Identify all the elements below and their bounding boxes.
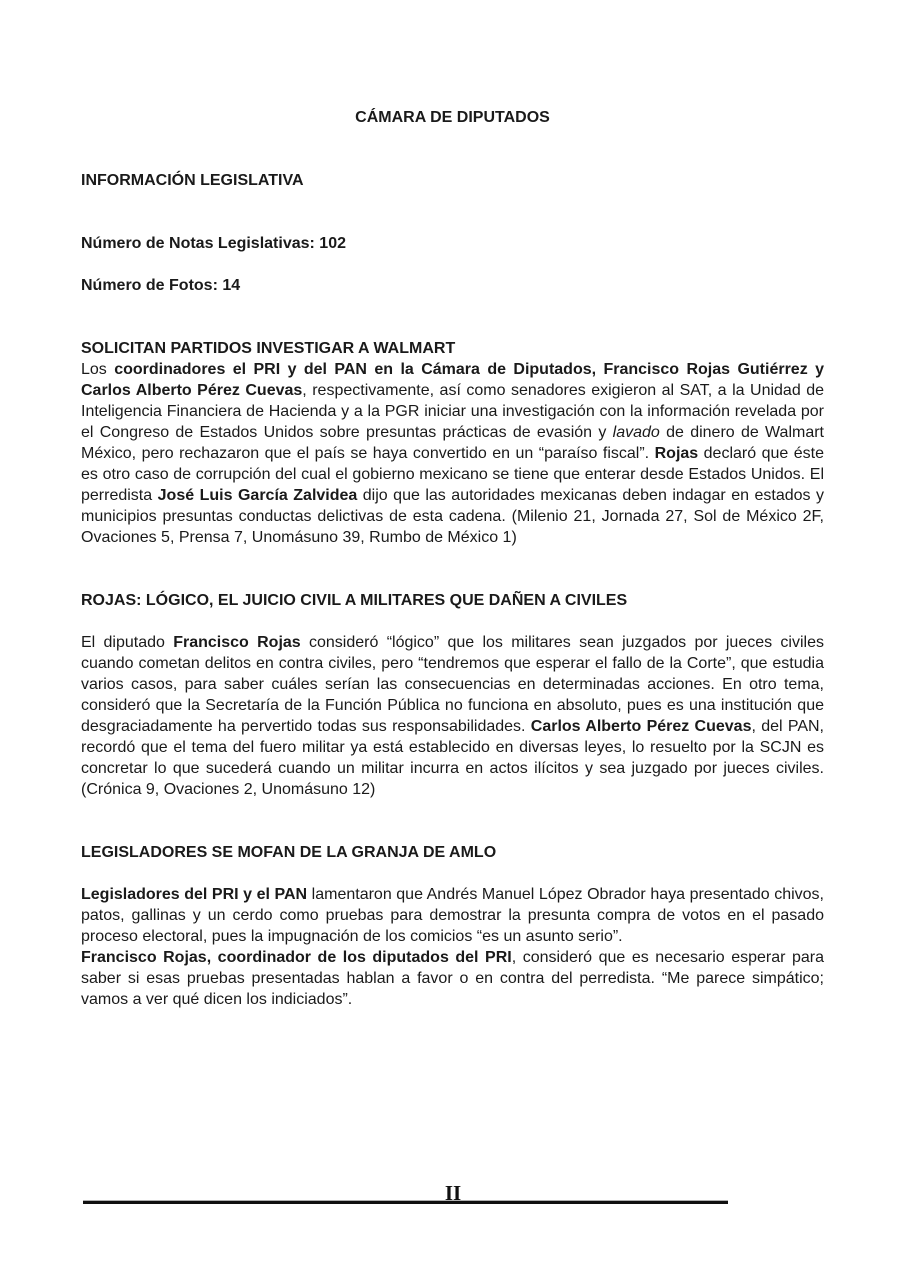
document-content	[81, 0, 824, 1010]
text-run: , respectivamente, así como senadores exigieron al SAT, a la Unidad de Inteligencia Financiera de Hacienda y a la PGR iniciar una investigación con la información revelada por el Congreso de Estados Unidos sobre presuntas prácticas de evasión y	[81, 382, 825, 441]
document-title: CÁMARA DE DIPUTADOS	[355, 109, 550, 126]
text-run: dijo que las autoridades mexicanas deben indagar en estados y municipios presuntas conductas delictivas de esta cadena. (Milenio 21, Jornada 27, Sol de México 2F, Ovaciones 5, Prensa 7, Unomásuno 39, Rumbo de México 1)	[81, 487, 824, 546]
bold-run: José Luis García Zalvidea	[157, 487, 358, 504]
document-subtitle: INFORMACIÓN LEGISLATIVA	[81, 172, 304, 189]
bold-run: Francisco Rojas, coordinador de los diputados del PRI	[81, 949, 512, 966]
article-3-paragraph-2	[81, 947, 824, 1010]
article-2-heading: ROJAS: LÓGICO, EL JUICIO CIVIL A MILITARES QUE DAÑEN A CIVILES	[81, 592, 628, 609]
text-run: , consideró que es necesario esperar para saber si esas pruebas presentadas hablan a favor o en contra del perredista. “Me parece simpático; vamos a ver qué dicen los indiciados”.	[81, 949, 825, 1008]
text-run: El diputado	[81, 634, 174, 651]
text-run: lamentaron que Andrés Manuel López Obrador haya presentado chivos, patos, gallinas y un cerdo como pruebas para demostrar la presunta compra de votos en el pasado proceso electoral, pues la impugnación de los comicios “es un asunto serio”.	[81, 886, 824, 945]
article-1-heading: SOLICITAN PARTIDOS INVESTIGAR A WALMART	[81, 340, 456, 357]
text-run: declaró que éste es otro caso de corrupción del cual el gobierno mexicano se tiene que enterar desde Estados Unidos. El perredista	[81, 445, 825, 504]
article-3-heading: LEGISLADORES SE MOFAN DE LA GRANJA DE AMLO	[81, 844, 497, 861]
article-3-paragraph-1	[81, 884, 824, 947]
bold-run: Francisco Rojas	[173, 634, 301, 651]
article-1-paragraph	[81, 359, 824, 548]
bold-run: Legisladores del PRI y el PAN	[81, 886, 308, 903]
bold-run: Carlos Alberto Pérez Cuevas	[530, 718, 752, 735]
article-2-paragraph	[81, 632, 824, 800]
text-run: Los	[81, 361, 115, 378]
italic-run: lavado	[612, 424, 660, 441]
fotos-count: Número de Fotos: 14	[81, 277, 241, 294]
text-run: , del PAN, recordó que el tema del fuero militar ya está establecido en diversas leyes, lo resuelto por la SCJN es concretar lo que sucederá cuando un militar incurra en actos ilícitos y sea juzgado por jueces civiles. (Crónica 9, Ovaciones 2, Unomásuno 12)	[81, 718, 824, 798]
bold-run: Rojas	[654, 445, 699, 462]
text-run: consideró “lógico” que los militares sean juzgados por jueces civiles cuando cometan delitos en contra civiles, pero “tendremos que esperar el fallo de la Corte”, que estudia varios casos, para saber cuáles serían las consecuencias en determinadas acciones. En otro tema, consideró que la Secretaría de la Función Pública no funciona en absoluto, pues es una institución que desgraciadamente ha pervertido todas sus responsabilidades.	[81, 634, 824, 735]
bold-run: coordinadores el PRI y del PAN en la Cámara de Diputados, Francisco Rojas Gutiérrez y Carlos Alberto Pérez Cuevas	[81, 361, 824, 399]
text-run: de dinero de Walmart México, pero rechazaron que el país se haya convertido en un “paraíso fiscal”.	[81, 424, 825, 462]
page-number: II	[444, 1181, 462, 1205]
notas-legislativas-count: Número de Notas Legislativas: 102	[81, 235, 346, 252]
